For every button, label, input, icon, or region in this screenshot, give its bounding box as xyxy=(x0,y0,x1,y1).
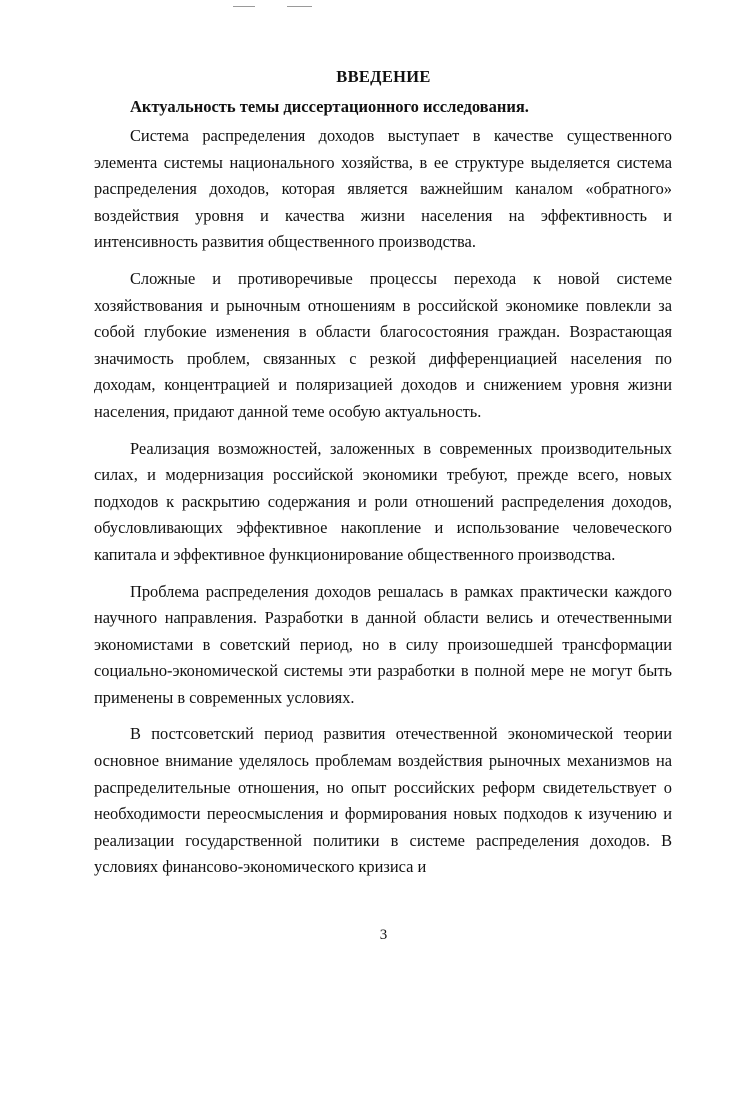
section-subheading: Актуальность темы диссертационного исследования. xyxy=(130,97,529,116)
paragraph: Сложные и противоречивые процессы перехода к новой системе хозяйствования и рыночным отношениям в российской экономике повлекли за собой глубокие изменения в области благосостояния граждан. Возрастающая значимость проблем, связанных с резкой дифференциацией населения по доходам, концентрацией и поляризацией доходов и снижением уровня жизни населения, придают данной теме особую актуальность. xyxy=(94,268,672,421)
paragraph: Проблема распределения доходов решалась в рамках практически каждого научного направления. Разработки в данной области велись и отечественными экономистами в советский период, но в силу произошедшей трансформации социально-экономической системы эти разработки в полной мере не могут быть применены в современных условиях. xyxy=(94,581,672,707)
scan-artifact-line xyxy=(287,6,312,7)
paragraph: В постсоветский период развития отечественной экономической теории основное внимание уделялось проблемам воздействия рыночных механизмов на распределительные отношения, но опыт российских реформ свидетельствует о необходимости переосмысления и формирования новых подходов к изучению и реализации государственной политики в системе распределения доходов. В условиях финансово-экономического кризиса и xyxy=(94,724,672,877)
paragraph: Система распределения доходов выступает в качестве существенного элемента системы национального хозяйства, в ее структуре выделяется система распределения доходов, которая является важнейшим каналом «обратного» воздействия уровня и качества жизни населения на эффективность и интенсивность развития общественного производства. xyxy=(94,126,672,252)
body-text xyxy=(94,123,672,891)
section-heading: ВВЕДЕНИЕ xyxy=(336,67,431,86)
scan-artifact-line xyxy=(233,6,255,7)
page-number: 3 xyxy=(379,927,388,943)
paragraph: Реализация возможностей, заложенных в современных производительных силах, и модернизация российской экономики требуют, прежде всего, новых подходов к раскрытию содержания и роли отношений распределения доходов, обусловливающих эффективное накопление и использование человеческого капитала и эффективное функционирование общественного производства. xyxy=(94,438,672,564)
